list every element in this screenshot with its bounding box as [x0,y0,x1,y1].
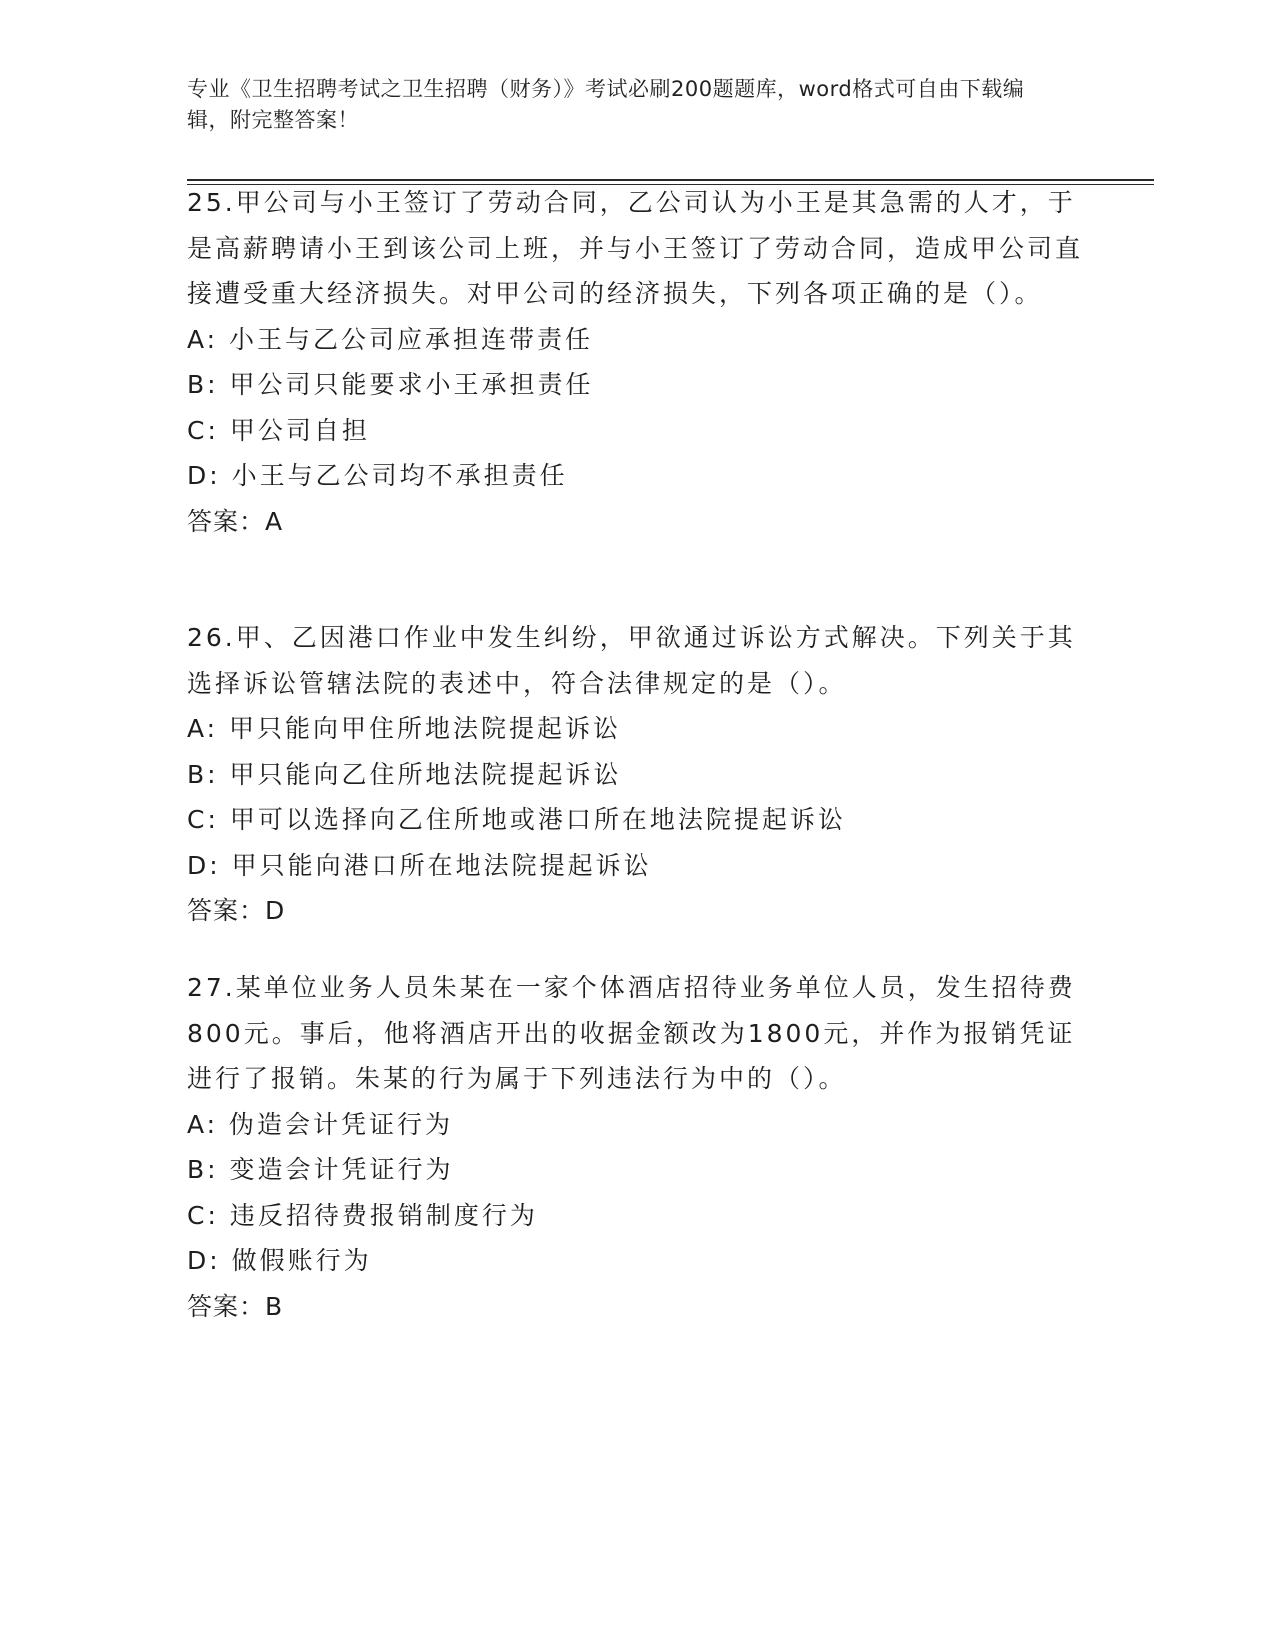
option-d: D: 小王与乙公司均不承担责任 [187,461,568,490]
answer: 答案：D [187,896,286,925]
option-d: D: 甲只能向港口所在地法院提起诉讼 [187,850,652,880]
option-a: A: 伪造会计凭证行为 [187,1109,454,1139]
option-a: A: 小王与乙公司应承担连带责任 [187,324,594,354]
option-b: B: 甲公司只能要求小王承担责任 [187,370,594,399]
option-b: B: 甲只能向乙住所地法院提起诉讼 [187,759,622,789]
option-c: C: 甲可以选择向乙住所地或港口所在地法院提起诉讼 [187,805,846,834]
question-25 [187,180,1087,544]
option-d: D: 做假账行为 [187,1246,372,1275]
option-c: C: 违反招待费报销制度行为 [187,1200,538,1230]
option-b: B: 变造会计凭证行为 [187,1155,454,1184]
option-c: C: 甲公司自担 [187,415,370,445]
question-text: 26.甲、乙因港口作业中发生纠纷，甲欲通过诉讼方式解决。下列关于其选择诉讼管辖法院的表述中，符合法律规定的是（）。 [187,623,1076,698]
question-26 [187,615,1087,934]
option-a: A: 甲只能向甲住所地法院提起诉讼 [187,714,622,743]
answer: 答案：A [187,506,284,536]
answer: 答案：B [187,1291,284,1321]
question-27 [187,965,1087,1329]
question-text: 27.某单位业务人员朱某在一家个体酒店招待业务单位人员，发生招待费800元。事后，他将酒店开出的收据金额改为1800元，并作为报销凭证进行了报销。朱某的行为属于下列违法行为中的（）。 [187,973,1076,1093]
document-header: 专业《卫生招聘考试之卫生招聘（财务）》考试必刷200题题库，word格式可自由下载编辑，附完整答案！ [187,77,1025,132]
question-text: 25.甲公司与小王签订了劳动合同，乙公司认为小王是其急需的人才，于是高薪聘请小王到该公司上班，并与小王签订了劳动合同，造成甲公司直接遭受重大经济损失。对甲公司的经济损失，下列各项正确的是（）。 [187,188,1084,308]
